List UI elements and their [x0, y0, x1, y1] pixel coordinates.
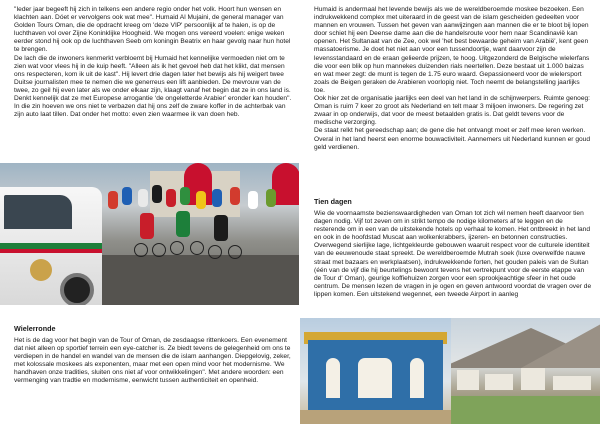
house	[521, 368, 545, 390]
paragraph: Humaid is andermaal het levende bewijs als we de wereldberoemde moskee bezoeken. Een indrukwekkend complex met uiteraard in de geest van de islam gescheiden gedeelten voor mannen en vrouwen. Tussen het geven van aanwijzingen aan mannen die er te bloot bij lopen door schiet hij een Deense dame aan die de handelsroute voor hem naar Scandinavië kan openen. Het Sultanaat van de Zee, ook wel 'het best bewaarde geheim van Arabië', kent geen massatoerisme. Je doet het niet aan voor een tussendoortje, want daarvoor zijn de levensstandaard en de eraan gelieerde prijzen, te hoog. Uitgezonderd de Belgische wielerfans die voor een blik op hun mannekes duizenden rials neertellen. Deze bestaat uit 1.000 baizas en wat meer zegt: de munt is tegen de 1.75 euro waard. Gepassioneerd voor de wielersport zoals de Beigen geraken de Arabieren voorlopig niet. Toch neemt de belangstelling jaarlijks toe.	[314, 6, 590, 94]
car-stripe	[0, 249, 102, 253]
car-logo	[30, 259, 52, 281]
cyclist	[248, 191, 258, 209]
left-top-column	[14, 6, 296, 119]
bike-wheel	[190, 241, 204, 255]
section-heading: Tien dagen	[314, 197, 352, 206]
paragraph: De lach die de inwoners kenmerkt verbloemt bij Humaid het kennelijke vermoeden niet om te zien wat voor vlees hij in de kuip heeft. "Alleen als ik het gevoel heb dat het klikt, dat mensen ons respecteren, kom ik uit de kast". Hij levert drie dagen later het bewijs als hij weigert twee Duitse journalisten mee te nemen die we generreus een lift aanbieden. De mevrouw van de twee, zo geil hij even later als we onder elkaar zijn, klaagt vanaf het begin dat ze in ons land is. Denkt kennelijk dat ze met Europese arrogantie ‘de ongeletterde Arabier’ eronder kan houden".	[14, 54, 292, 103]
team-car	[0, 187, 102, 305]
cycling-photo	[0, 163, 299, 305]
cyclist	[140, 213, 154, 239]
city-photo	[451, 318, 600, 424]
house	[485, 374, 513, 390]
house	[553, 376, 591, 390]
right-top-column	[314, 6, 592, 152]
cyclist	[266, 189, 276, 207]
right-mid-column	[314, 197, 592, 299]
red-arch	[272, 163, 299, 205]
paragraph: Het is de dag voor het begin van de Tour of Oman, de zesdaagse rittenkoers. Een evenement dat niet alleen op sportief terrein een eye-catcher is. Ze biedt tevens de gelegenheid om ons te verdiepen in de handel en wandel van de mensen die de islam aanhangen. Diepgelovig, zeker, met kolossale moskees als exponenten, maar met een open mind voor het modernisme. 'We handhaven onze tradities, sluiten ons niet af voor ontwikkelingen". Met andere woorden: een vermenging van tradtie en modernisme, eenwicht tussen authenticiteit en openheid.	[14, 337, 291, 385]
cyclist	[152, 185, 162, 203]
cyclist	[108, 191, 118, 209]
car-wheel	[60, 273, 94, 305]
section-heading: Wielerronde	[14, 324, 56, 333]
bike-wheel	[152, 243, 166, 257]
palace-arch	[410, 358, 424, 398]
car-window	[4, 195, 72, 229]
paragraph: Ook hier zet de organisatie jaarlijks een deel van het land in de schijnwerpers. Ruimte genoeg: Oman is ruim 7 keer zo groot als Nederland en telt maar 3 miljoen inwoners. De regering zet zwaar in op onderwijs, dat voor de meest betaalden gratis is. Dat geldt tevens voor de medische verzorging.	[314, 95, 590, 127]
bike-wheel	[208, 245, 222, 259]
house	[457, 370, 479, 390]
cyclist	[180, 187, 190, 205]
bike-wheel	[170, 241, 184, 255]
paragraph: "Ieder jaar begeeft hij zich in telkens een andere regio onder het volk. Hoort hun wensen en klachten aan. Dóet er vervolgens ook wat mee". Humaid Al Mujaini, de general manager van Golden Tours Oman, die de opdracht kreeg om 'deze VIP' persoonlijk af te halen, is op de luchthaven vol over Zijne Koninklijke Hoogheid. We mogen ons vereerd voelen: enige weken eerder stond hij ook op de luchthaven Seeb om koningin Beatrix en haar gevolg naar hun hotel te brengen.	[14, 6, 291, 54]
left-bottom-column	[14, 324, 294, 386]
bike-wheel	[228, 245, 242, 259]
cyclist	[196, 191, 206, 209]
paragraph: Wie de voornaamste bezienswaardigheden van Oman tot zich wil nemen heeft daarvoor tien dagen nodig. Vijf tot zeven om in strikt tempo de nodige kilometers af te leggen en de resterende om in een van de uitstekende hotels op verhaal te komen. Het ontbreekt in het land en ook in de hoofdstad Muscat aan wolkenkrabbers, ijzeren- en betonnen constructies. Overwegend sierlijke lage, lichtgekleurde gebouwen waaruit respect voor de culturele identiteit van de eeuwenoude staat spreekt. De wereldberoemde Mutrah soek (luxe overwelfde nauwe straat met bazaars en werkplaatsen), indrukwekkende forten, het gouden paleis van de Sultan (één van de vijf die hij beurtelings bewoont tevens het vertrekpunt voor de eerste etappe van de Tour d' Oman), geurige koffiehuizen zorgen voor een sprookjeachtige sfeer in het oude centrum. De mensen lezen de vragen in je ogen en geven antwoord voordat de vragen over de lippen komen. Een uitstekend wegennet, een tweede Airport in aanleg	[314, 210, 592, 298]
cyclist	[212, 189, 222, 207]
palace-photo	[300, 318, 451, 424]
palace-ground	[300, 410, 451, 424]
cyclist	[230, 187, 240, 205]
paragraph: De staat relkt het gereedschap aan; de gene die het ontvangt moet er zelf mee leren werken. Overal in het land heerst een enorme bouwactiviteit. Aannemers uit Nederland kunnen er goud geld verdienen.	[314, 127, 591, 151]
cyclist	[122, 187, 132, 205]
paragraph: In die zin hoeven we ons niet te verbazen dat hij ons zelf de zware koffer in de achterbak van zijn auto laat tillen. Dat onder het motto: even zien waarmee ik van doen heb.	[14, 103, 286, 119]
palace-arch	[326, 358, 340, 398]
cyclist	[176, 211, 190, 237]
cyclist	[138, 189, 148, 207]
bike-wheel	[134, 243, 148, 257]
cyclist	[214, 215, 228, 241]
mountain	[521, 324, 600, 368]
cyclist	[166, 189, 176, 207]
green-field	[451, 396, 600, 424]
palace-arch	[358, 358, 392, 398]
